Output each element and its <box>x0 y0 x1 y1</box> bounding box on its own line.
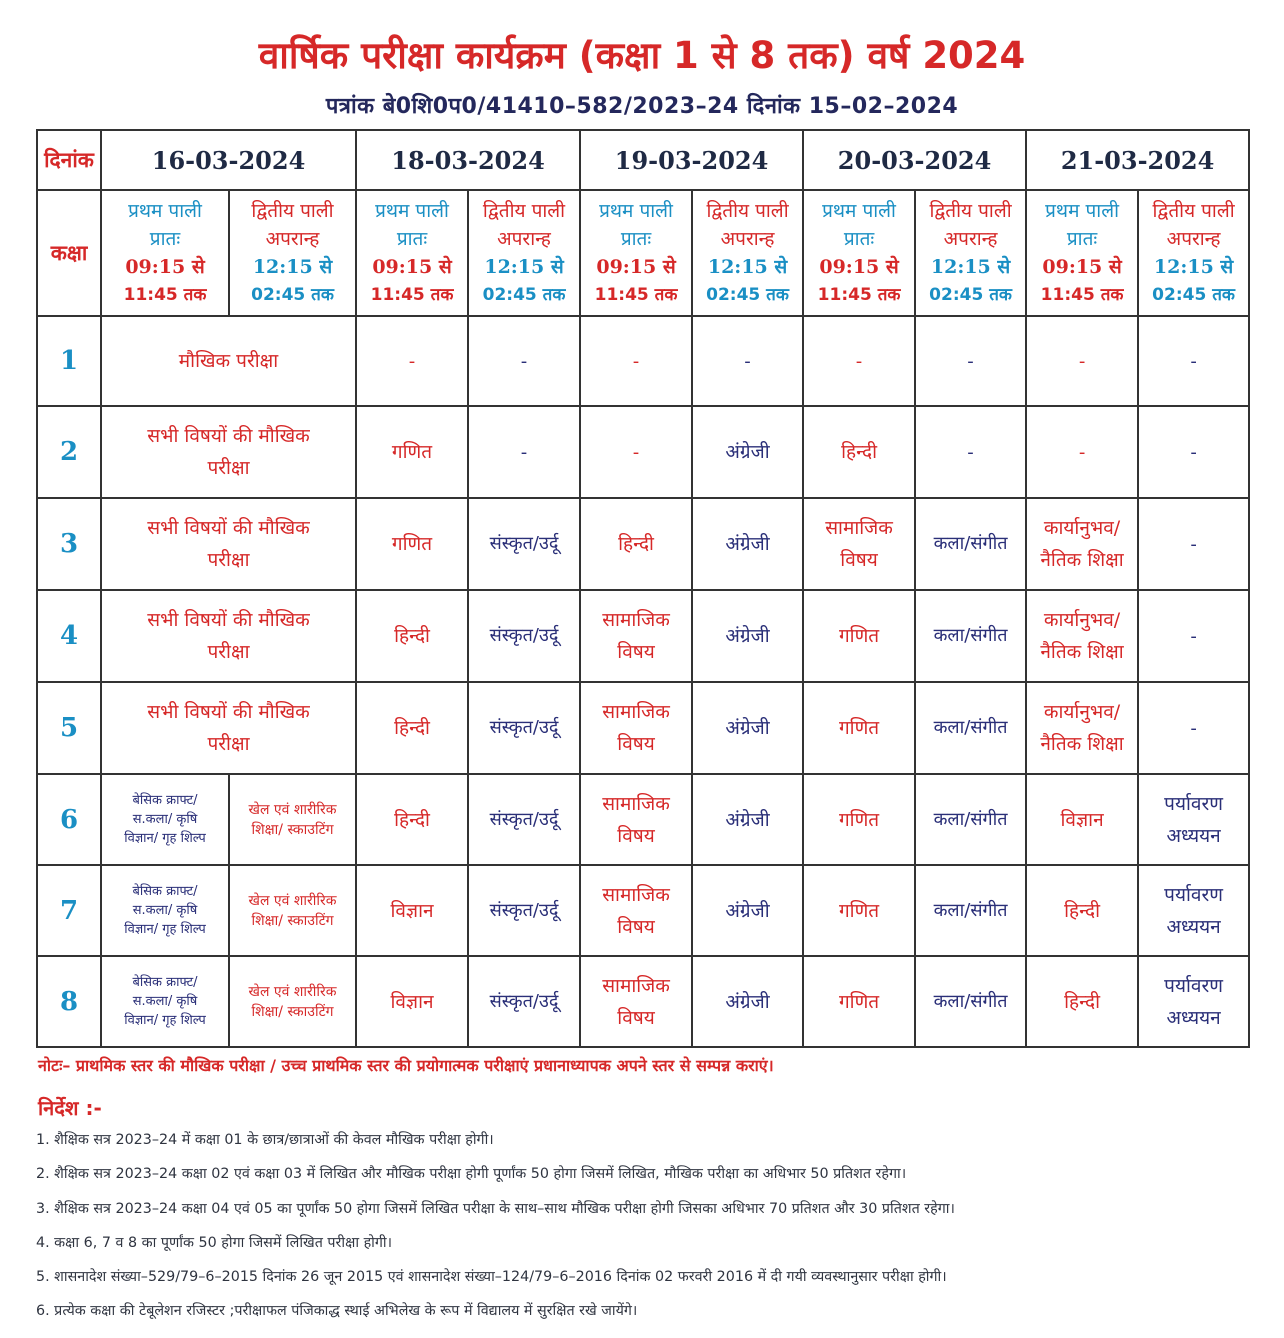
shift-line1: प्रथम पाली <box>822 200 896 222</box>
no-exam-cell: - <box>1026 406 1138 498</box>
subject-cell: कला/संगीत <box>915 498 1026 590</box>
class-row <box>37 956 1249 1047</box>
class-number: 3 <box>37 498 101 590</box>
subject-cell: हिन्दी <box>356 682 468 774</box>
shift-line1: द्वितीय पाली <box>251 200 334 222</box>
second-shift-header <box>692 190 803 316</box>
shift-header-row <box>37 190 1249 316</box>
subject-cell: अंग्रेजी <box>692 498 803 590</box>
class-row <box>37 406 1249 498</box>
instruction-item: 2. शैक्षिक सत्र 2023–24 कक्षा 02 एवं कक्षा 03 में लिखित और मौखिक परीक्षा होगी पूर्णांक 50 होगा जिसमें लिखित, मौखिक परीक्षा का अधिभार 50 प्रतिशत रहेगा। <box>36 1166 907 1182</box>
no-exam-cell: - <box>692 316 803 406</box>
shift-line3: 09:15 से <box>1042 256 1122 278</box>
shift-line4: 11:45 तक <box>370 285 454 305</box>
shift-line4: 11:45 तक <box>123 285 207 305</box>
exam-date: 20-03-2024 <box>803 130 1026 190</box>
subject-cell: कला/संगीत <box>915 682 1026 774</box>
practical-exam-cell: बेसिक क्राफ्ट/ स.कला/ कृषि विज्ञान/ गृह शिल्प <box>101 774 229 865</box>
subject-cell: पर्यावरण अध्ययन <box>1138 865 1249 956</box>
instruction-item: 1. शैक्षिक सत्र 2023–24 में कक्षा 01 के छात्र/छात्राओं की केवल मौखिक परीक्षा होगी। <box>36 1132 494 1148</box>
oral-exam-cell: सभी विषयों की मौखिक परीक्षा <box>101 590 356 682</box>
shift-line1: द्वितीय पाली <box>482 200 566 222</box>
shift-line1: द्वितीय पाली <box>706 200 789 222</box>
shift-line3: 12:15 से <box>252 256 333 278</box>
exam-schedule-table <box>36 129 1250 1048</box>
shift-line4: 11:45 तक <box>594 285 678 305</box>
first-shift-header <box>1026 190 1138 316</box>
exam-date: 16-03-2024 <box>101 130 356 190</box>
subject-cell: कला/संगीत <box>915 956 1026 1047</box>
second-shift-header <box>229 190 356 316</box>
date-header-row <box>37 130 1249 190</box>
class-row <box>37 498 1249 590</box>
subject-cell: गणित <box>356 498 468 590</box>
subject-cell: सामाजिक विषय <box>580 865 692 956</box>
subject-cell: विज्ञान <box>356 956 468 1047</box>
exam-date: 19-03-2024 <box>580 130 803 190</box>
instruction-item: 3. शैक्षिक सत्र 2023–24 कक्षा 04 एवं 05 का पूर्णांक 50 होगा जिसमें लिखित परीक्षा के साथ–साथ मौखिक परीक्षा होगी जिसका अधिभार 70 प्रतिशत और 30 प्रतिशत रहेगा। <box>36 1201 955 1217</box>
subject-cell: अंग्रेजी <box>692 956 803 1047</box>
subject-cell: संस्कृत/उर्दू <box>468 865 580 956</box>
no-exam-cell: - <box>1138 498 1249 590</box>
subject-cell: सामाजिक विषय <box>580 682 692 774</box>
class-row <box>37 316 1249 406</box>
shift-line3: 09:15 से <box>125 256 205 278</box>
shift-line4: 02:45 तक <box>251 285 334 305</box>
no-exam-cell: - <box>468 316 580 406</box>
oral-exam-cell: सभी विषयों की मौखिक परीक्षा <box>101 682 356 774</box>
no-exam-cell: - <box>1138 316 1249 406</box>
class-label: कक्षा <box>37 190 101 316</box>
no-exam-cell: - <box>1138 682 1249 774</box>
sports-exam-cell: खेल एवं शारीरिक शिक्षा/ स्काउटिंग <box>229 774 356 865</box>
subject-cell: हिन्दी <box>1026 956 1138 1047</box>
shift-line3: 09:15 से <box>372 256 452 278</box>
subject-cell: गणित <box>803 956 915 1047</box>
shift-line2: प्रातः <box>149 228 181 250</box>
no-exam-cell: - <box>1026 316 1138 406</box>
subject-cell: हिन्दी <box>803 406 915 498</box>
shift-line4: 11:45 तक <box>1040 285 1124 305</box>
subject-cell: अंग्रेजी <box>692 774 803 865</box>
subject-cell: सामाजिक विषय <box>580 956 692 1047</box>
class-number: 8 <box>37 956 101 1047</box>
no-exam-cell: - <box>1138 406 1249 498</box>
no-exam-cell: - <box>803 316 915 406</box>
practical-exam-cell: बेसिक क्राफ्ट/ स.कला/ कृषि विज्ञान/ गृह शिल्प <box>101 956 229 1047</box>
subject-cell: संस्कृत/उर्दू <box>468 956 580 1047</box>
subject-cell: गणित <box>803 865 915 956</box>
shift-line2: प्रातः <box>620 228 652 250</box>
shift-line1: प्रथम पाली <box>375 200 449 222</box>
subject-cell: अंग्रेजी <box>692 406 803 498</box>
subject-cell: पर्यावरण अध्ययन <box>1138 774 1249 865</box>
shift-line2: अपरान्ह <box>265 228 320 250</box>
document-title: वार्षिक परीक्षा कार्यक्रम (कक्षा 1 से 8 तक) वर्ष 2024 <box>258 34 1026 77</box>
subject-cell: कार्यानुभव/ नैतिक शिक्षा <box>1026 498 1138 590</box>
no-exam-cell: - <box>580 406 692 498</box>
subject-cell: कला/संगीत <box>915 774 1026 865</box>
shift-line3: 12:15 से <box>484 256 564 278</box>
no-exam-cell: - <box>356 316 468 406</box>
subject-cell: संस्कृत/उर्दू <box>468 590 580 682</box>
no-exam-cell: - <box>915 406 1026 498</box>
shift-line4: 02:45 तक <box>929 285 1012 305</box>
subject-cell: अंग्रेजी <box>692 590 803 682</box>
shift-line1: प्रथम पाली <box>1045 200 1119 222</box>
subject-cell: सामाजिक विषय <box>580 774 692 865</box>
shift-line4: 02:45 तक <box>482 285 566 305</box>
shift-line4: 02:45 तक <box>706 285 789 305</box>
class-row <box>37 774 1249 865</box>
shift-line2: अपरान्ह <box>1166 228 1221 250</box>
class-row <box>37 865 1249 956</box>
instructions-heading: निर्देश :- <box>38 1096 102 1120</box>
subject-cell: अंग्रेजी <box>692 682 803 774</box>
shift-line3: 09:15 से <box>596 256 676 278</box>
first-shift-header <box>580 190 692 316</box>
subject-cell: हिन्दी <box>356 590 468 682</box>
sports-exam-cell: खेल एवं शारीरिक शिक्षा/ स्काउटिंग <box>229 865 356 956</box>
second-shift-header <box>1138 190 1249 316</box>
instruction-item: 6. प्रत्येक कक्षा की टेबूलेशन रजिस्टर ;परीक्षाफल पंजिकाद्ध स्थाई अभिलेख के रूप में विद्यालय में सुरक्षित रखे जायेंगे। <box>36 1303 638 1319</box>
subject-cell: कार्यानुभव/ नैतिक शिक्षा <box>1026 682 1138 774</box>
shift-line4: 11:45 तक <box>817 285 901 305</box>
subject-cell: गणित <box>803 774 915 865</box>
first-shift-header <box>803 190 915 316</box>
shift-line2: अपरान्ह <box>497 228 551 250</box>
shift-line1: प्रथम पाली <box>599 200 673 222</box>
class-number: 1 <box>37 316 101 406</box>
class-number: 5 <box>37 682 101 774</box>
shift-line2: अपरान्ह <box>720 228 775 250</box>
subject-cell: हिन्दी <box>1026 865 1138 956</box>
shift-line2: प्रातः <box>1066 228 1098 250</box>
subject-cell: गणित <box>356 406 468 498</box>
subject-cell: संस्कृत/उर्दू <box>468 682 580 774</box>
sports-exam-cell: खेल एवं शारीरिक शिक्षा/ स्काउटिंग <box>229 956 356 1047</box>
subject-cell: हिन्दी <box>356 774 468 865</box>
subject-cell: संस्कृत/उर्दू <box>468 498 580 590</box>
shift-line3: 12:15 से <box>1153 256 1234 278</box>
subject-cell: कला/संगीत <box>915 865 1026 956</box>
subject-cell: कला/संगीत <box>915 590 1026 682</box>
second-shift-header <box>468 190 580 316</box>
first-shift-header <box>101 190 229 316</box>
no-exam-cell: - <box>1138 590 1249 682</box>
letter-reference: पत्रांक बे0शि0प0/41410–582/2023–24 दिनांक 15–02–2024 <box>325 94 959 119</box>
subject-cell: सामाजिक विषय <box>580 590 692 682</box>
subject-cell: अंग्रेजी <box>692 865 803 956</box>
oral-exam-cell: मौखिक परीक्षा <box>101 316 356 406</box>
practical-exam-cell: बेसिक क्राफ्ट/ स.कला/ कृषि विज्ञान/ गृह शिल्प <box>101 865 229 956</box>
no-exam-cell: - <box>468 406 580 498</box>
second-shift-header <box>915 190 1026 316</box>
shift-line1: द्वितीय पाली <box>1152 200 1235 222</box>
class-row <box>37 590 1249 682</box>
subject-cell: गणित <box>803 682 915 774</box>
oral-exam-cell: सभी विषयों की मौखिक परीक्षा <box>101 498 356 590</box>
shift-line4: 02:45 तक <box>1152 285 1235 305</box>
exam-date: 21-03-2024 <box>1026 130 1249 190</box>
shift-line3: 12:15 से <box>930 256 1011 278</box>
note-text: नोटः– प्राथमिक स्तर की मौखिक परीक्षा / उच्च प्राथमिक स्तर की प्रयोगात्मक परीक्षाएं प्रधानाध्यापक अपने स्तर से सम्पन्न कराएं। <box>38 1056 774 1075</box>
oral-exam-cell: सभी विषयों की मौखिक परीक्षा <box>101 406 356 498</box>
class-number: 2 <box>37 406 101 498</box>
shift-line1: प्रथम पाली <box>128 200 202 222</box>
class-number: 7 <box>37 865 101 956</box>
first-shift-header <box>356 190 468 316</box>
no-exam-cell: - <box>915 316 1026 406</box>
class-number: 4 <box>37 590 101 682</box>
subject-cell: गणित <box>803 590 915 682</box>
no-exam-cell: - <box>580 316 692 406</box>
subject-cell: विज्ञान <box>1026 774 1138 865</box>
date-label: दिनांक <box>37 130 101 190</box>
instruction-item: 5. शासनादेश संख्या–529/79–6–2015 दिनांक 26 जून 2015 एवं शासनादेश संख्या–124/79–6–2016 दिनांक 02 फरवरी 2016 में दी गयी व्यवस्थानुसार परीक्षा होगी। <box>36 1269 947 1285</box>
shift-line3: 12:15 से <box>707 256 788 278</box>
subject-cell: हिन्दी <box>580 498 692 590</box>
class-row <box>37 682 1249 774</box>
instruction-item: 4. कक्षा 6, 7 व 8 का पूर्णांक 50 होगा जिसमें लिखित परीक्षा होगी। <box>36 1235 393 1251</box>
shift-line2: प्रातः <box>843 228 875 250</box>
shift-line3: 09:15 से <box>819 256 899 278</box>
subject-cell: सामाजिक विषय <box>803 498 915 590</box>
shift-line2: प्रातः <box>396 228 428 250</box>
subject-cell: संस्कृत/उर्दू <box>468 774 580 865</box>
subject-cell: पर्यावरण अध्ययन <box>1138 956 1249 1047</box>
subject-cell: विज्ञान <box>356 865 468 956</box>
subject-cell: कार्यानुभव/ नैतिक शिक्षा <box>1026 590 1138 682</box>
shift-line1: द्वितीय पाली <box>929 200 1012 222</box>
class-number: 6 <box>37 774 101 865</box>
exam-date: 18-03-2024 <box>356 130 580 190</box>
shift-line2: अपरान्ह <box>943 228 998 250</box>
